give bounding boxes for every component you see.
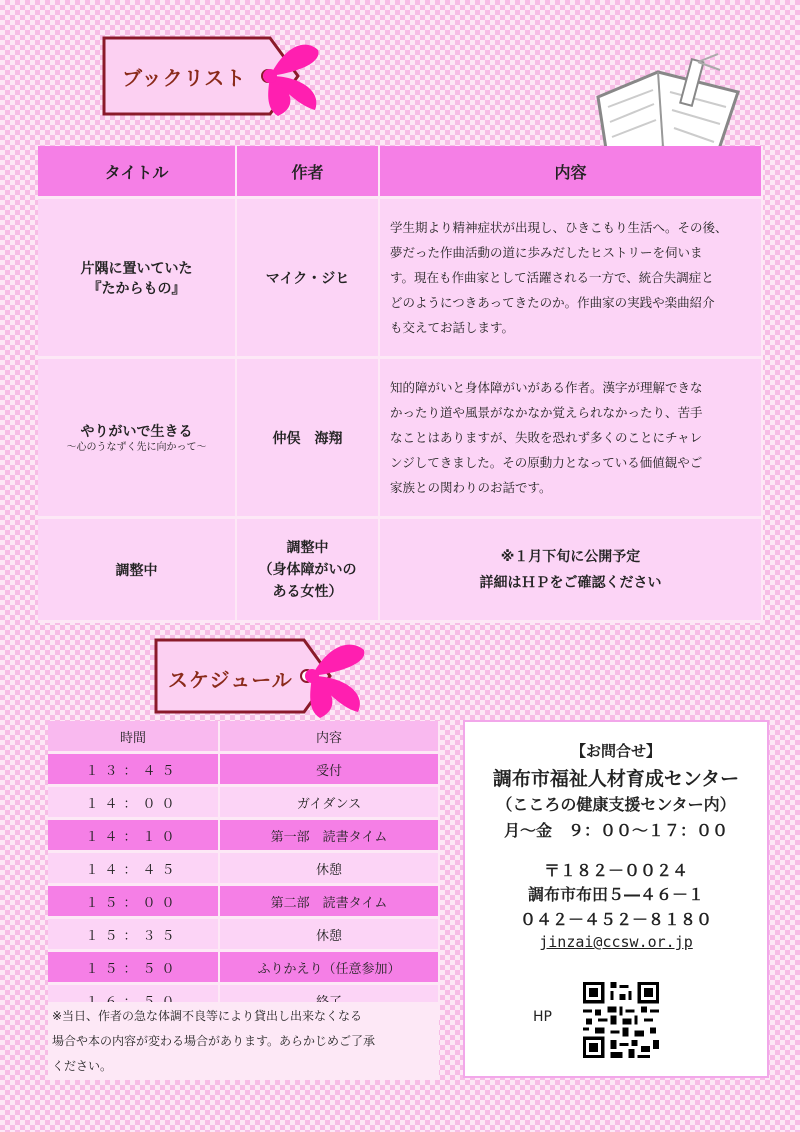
content-line: 家族との関わりのお話です。 bbox=[390, 480, 552, 495]
schedule-item: 休憩 bbox=[219, 918, 439, 951]
contact-hours: 月～金 ９：００～１７：００ bbox=[503, 821, 728, 840]
author-line: 調整中 bbox=[286, 539, 329, 556]
content-line: ンジしてきました。その原動力となっている価値観やご bbox=[390, 455, 703, 470]
book-list-table bbox=[38, 146, 763, 623]
content-line: 学生期より精神症状が出現し、ひきこもり生活へ。その後、 bbox=[390, 220, 728, 235]
table-row bbox=[48, 753, 439, 786]
schedule-time: １５：５０ bbox=[48, 951, 219, 984]
contact-org: 調布市福祉人材育成センター bbox=[492, 768, 740, 790]
schedule-time: １３：４５ bbox=[48, 753, 219, 786]
table-row bbox=[48, 819, 439, 852]
schedule-time: １４：００ bbox=[48, 786, 219, 819]
subtitle: ～心のうなずく先に向かって～ bbox=[66, 441, 207, 453]
disclaimer-line: ください。 bbox=[52, 1059, 113, 1073]
content-line: かったり道や風景がなかなか覚えられなかったり、苦手 bbox=[390, 405, 703, 420]
book-content bbox=[379, 198, 762, 358]
book-author: マイク・ジヒ bbox=[236, 198, 379, 358]
content-line: も交えてお話します。 bbox=[390, 320, 515, 335]
table-row bbox=[48, 951, 439, 984]
content-line: 知的障がいと身体障がいがある作者。漢字が理解できな bbox=[390, 380, 703, 395]
title-line: 片隅に置いていた bbox=[80, 260, 193, 277]
hp-label: HP bbox=[533, 1009, 552, 1025]
schedule-time: １４：１０ bbox=[48, 819, 219, 852]
table-row bbox=[38, 518, 762, 622]
table-row bbox=[48, 885, 439, 918]
schedule-title: スケジュール bbox=[168, 668, 293, 692]
content-line: ※１月下旬に公開予定 bbox=[500, 548, 641, 565]
contact-email-row bbox=[465, 932, 767, 952]
book-title bbox=[38, 358, 236, 518]
contact-heading: 【お問合せ】 bbox=[570, 742, 661, 760]
schedule-tag bbox=[152, 636, 382, 720]
content-line: 夢だった作曲活動の道に歩みだしたヒストリーを伺いま bbox=[390, 245, 703, 260]
contact-address: 調布市布田５―４６－１ bbox=[527, 885, 704, 904]
content-line: 詳細はＨＰをご確認ください bbox=[479, 574, 662, 591]
schedule-disclaimer bbox=[48, 1002, 439, 1080]
book-author: 仲俣 海翔 bbox=[236, 358, 379, 518]
schedule-item: 受付 bbox=[219, 753, 439, 786]
schedule-time: １４：４５ bbox=[48, 852, 219, 885]
schedule-table bbox=[48, 721, 440, 1018]
schedule-item: ガイダンス bbox=[219, 786, 439, 819]
table-row bbox=[48, 786, 439, 819]
content-line: す。現在も作曲家として活躍される一方で、統合失調症と bbox=[390, 270, 714, 285]
header-title: タイトル bbox=[38, 146, 236, 198]
header-author: 作者 bbox=[236, 146, 379, 198]
content-line: どのようにつきあってきたのか。作曲家の実践や楽曲紹介 bbox=[390, 295, 715, 310]
qr-code-icon[interactable] bbox=[583, 982, 659, 1058]
schedule-time: １５：００ bbox=[48, 885, 219, 918]
table-row bbox=[38, 358, 762, 518]
contact-phone: ０４２－４５２－８１８０ bbox=[519, 910, 712, 929]
booklist-title: ブックリスト bbox=[122, 66, 247, 90]
schedule-header-row bbox=[48, 721, 439, 753]
table-row bbox=[48, 852, 439, 885]
contact-postal: 〒１８２－００２４ bbox=[543, 861, 688, 880]
schedule-time: １５：３５ bbox=[48, 918, 219, 951]
book-author bbox=[236, 518, 379, 622]
header-time: 時間 bbox=[48, 721, 219, 753]
schedule-item: ふりかえり（任意参加） bbox=[219, 951, 439, 984]
disclaimer-line: 場合や本の内容が変わる場合があります。あらかじめご了承 bbox=[52, 1034, 376, 1048]
book-title bbox=[38, 198, 236, 358]
title-line: 『たからもの』 bbox=[87, 280, 186, 297]
booklist-tag bbox=[100, 36, 330, 118]
header-item: 内容 bbox=[219, 721, 439, 753]
content-line: なことはありますが、失敗を恐れず多くのことにチャレ bbox=[390, 430, 703, 445]
book-title: 調整中 bbox=[38, 518, 236, 622]
contact-box bbox=[463, 720, 769, 1078]
schedule-item: 第一部 読書タイム bbox=[219, 819, 439, 852]
schedule-item: 休憩 bbox=[219, 852, 439, 885]
schedule-item: 第二部 読書タイム bbox=[219, 885, 439, 918]
contact-org-sub: （こころの健康支援センター内） bbox=[496, 795, 736, 814]
table-row bbox=[38, 198, 762, 358]
disclaimer-line: ※当日、作者の急な体調不良等により貸出し出来なくなる bbox=[52, 1009, 363, 1023]
contact-email-link[interactable]: jinzai@ccsw.or.jp bbox=[539, 933, 693, 951]
author-line: （身体障がいの bbox=[258, 561, 357, 578]
book-content bbox=[379, 358, 762, 518]
title-line: やりがいで生きる bbox=[80, 423, 193, 440]
header-content: 内容 bbox=[379, 146, 762, 198]
table-header-row bbox=[38, 146, 762, 198]
author-line: ある女性） bbox=[272, 583, 343, 600]
table-row bbox=[48, 918, 439, 951]
book-content bbox=[379, 518, 762, 622]
